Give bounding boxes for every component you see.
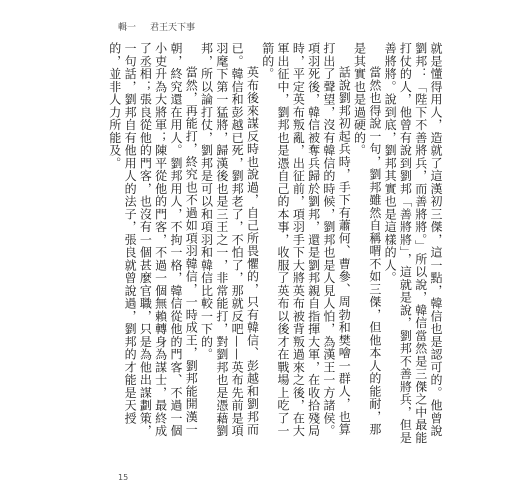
chapter-title: 君王天下事 <box>150 23 196 33</box>
chapter-label: 輯一 <box>118 23 137 33</box>
vertical-body-text <box>107 42 443 447</box>
paragraph: 話說劉邦初起兵時，手下有蕭何、曹參、周勃和樊噲一群人，也算打出了聲望，沒有韓信的時候，劉邦也是人見人怕，為漢王一方諸侯。項羽死後，韓信被奪兵歸於劉邦，還是劉邦親自指揮大軍，在收拾殘局時，平定英布叛亂，出征前，項羽手下大將英布被背叛過來之後，在大軍出征中，劉邦也是憑自己的本事，收服了英布以後才在戰場上吃了一箭的。 <box>260 42 352 438</box>
paragraph: 當然，再能打，終究也不過如項羽韓信，一時成王，劉邦能開漢一朝，終究還在用人。劉邦用人，不拘一格，韓信從他的門客、不過一個小吏升為大將軍；陳平從他的門客，不過一個無賴轉身為謀士，最終成了丞相；張良從他的門客，也沒有一個甚麼官職，只是為他出謀劃策，一句話，劉邦自有他用人的法子，張良就曾說過，劉邦的才能是天授的，並非人力所能及。 <box>107 42 199 438</box>
running-header <box>118 20 195 33</box>
paragraph: 英布後來謀反時也說過，自己所畏懼的，只有韓信、彭越和劉邦而已。韓信和彭越已死，劉邦老了，不怕了，那就反吧——英布先前是項羽麾下第一猛將，歸漢後也是三王之一，非常能打，對劉邦也是憑藉劉邦，所以論打仗，劉邦是可以和項羽和韓信比較一下的。 <box>199 42 260 438</box>
page-number: 15 <box>118 473 129 482</box>
paragraph: 就是懂得用人，造就了這漢初三傑，這一點，韓信也是認可的。他曾說劉邦：「陛下不善將兵，而善將將。」所以說，韓信當然是三傑之中最能打仗的人，他曾有說到劉邦「善將將」，這就是說，劉邦不善將兵，但是善將將。說到底，劉邦其實也是這樣的人。 <box>383 42 443 444</box>
paragraph: 當然也得說一句，劉邦雖然自稱喟不如三傑，但他本人的能耐，那是其實也是過硬的。 <box>352 42 382 436</box>
